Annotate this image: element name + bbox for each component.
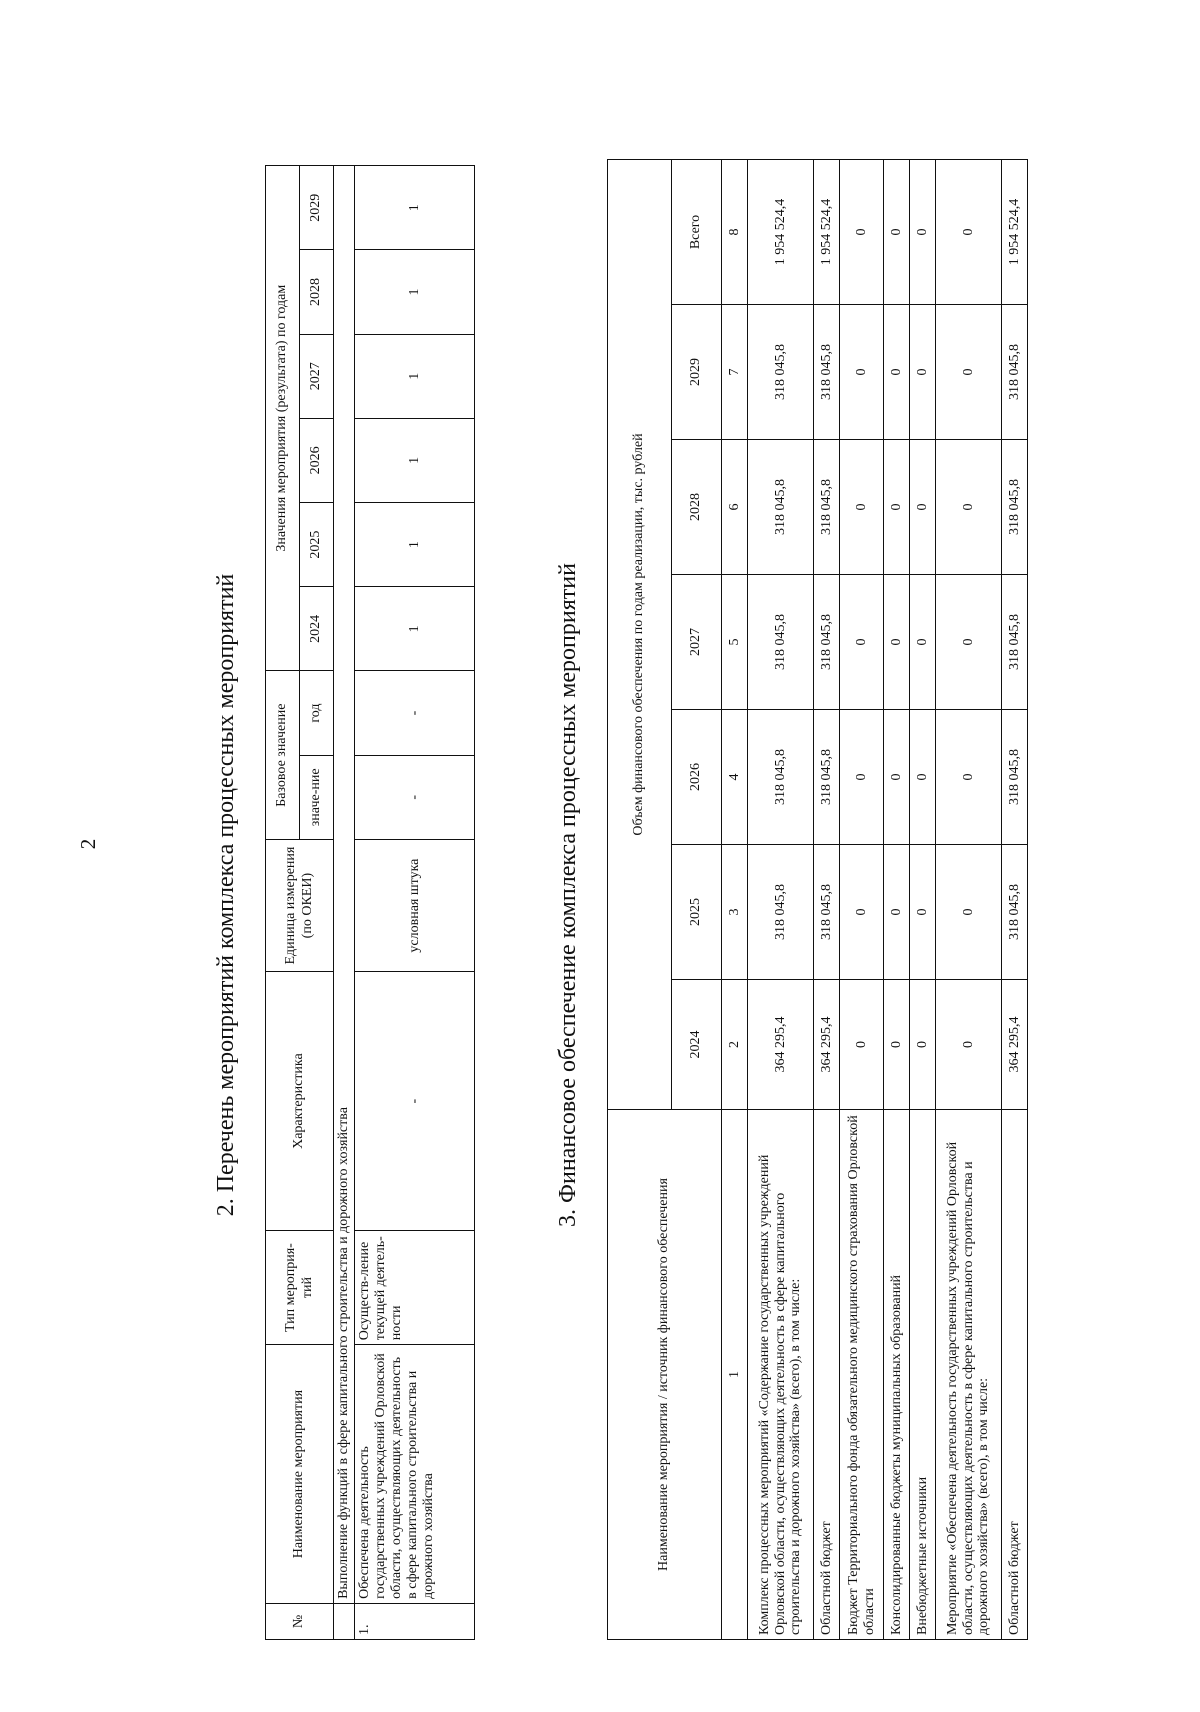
row-value: 1 [355,418,475,502]
header-base-value: значе-ние [300,755,334,839]
row-value: 0 [884,710,910,845]
row-value: 0 [910,305,936,440]
row-value: 0 [840,159,884,304]
row-value: 1 [355,250,475,334]
group-spacer [334,1603,355,1639]
column-number: 6 [722,440,748,575]
header-year: 2027 [300,334,334,418]
row-value: 0 [936,159,1002,304]
row-value: 318 045,8 [1002,710,1028,845]
table-row [840,159,884,1639]
row-value: 1 954 524,4 [814,159,840,304]
row-value: 0 [936,845,1002,980]
row-value: 0 [936,710,1002,845]
row-value: 318 045,8 [814,440,840,575]
row-name: Областной бюджет [1002,1110,1028,1640]
row-value: 0 [884,575,910,710]
row-value: 0 [840,305,884,440]
row-value: 318 045,8 [748,305,814,440]
row-value: 0 [840,710,884,845]
row-value: 0 [910,575,936,710]
header-year: 2025 [672,845,722,980]
column-number: 5 [722,575,748,710]
row-type: Осуществ-ление текущей деятель-ности [355,1230,475,1344]
header-year: 2028 [300,250,334,334]
header-name: Наименование мероприятия [266,1345,334,1604]
row-base-value: - [355,755,475,839]
row-value: 318 045,8 [748,710,814,845]
header-name: Наименование мероприятия / источник финансового обеспечения [608,1110,722,1640]
header-year: 2024 [672,980,722,1110]
header-year: 2024 [300,587,334,671]
row-value: 0 [884,440,910,575]
row-value: 0 [910,845,936,980]
group-row: Выполнение функций в сфере капитального строительства и дорожного хозяйства [334,166,355,1604]
row-value: 0 [936,440,1002,575]
header-base: Базовое значение [266,671,300,839]
table-row [814,159,840,1639]
header-unit: Единица измерения (по ОКЕИ) [266,839,334,971]
row-name: Обеспечена деятельность государственных учреждений Орловской области, осуществляющих деятельность в сфере капитального строительства и дорожного хозяйства [355,1345,475,1604]
column-number: 1 [722,1110,748,1640]
row-value: 0 [936,305,1002,440]
row-value: 1 [355,166,475,250]
row-value: 0 [910,710,936,845]
row-value: 0 [840,980,884,1110]
row-value: 1 [355,503,475,587]
table-row [1002,159,1028,1639]
row-value: 318 045,8 [814,305,840,440]
row-value: 0 [884,159,910,304]
section-2-title: 2. Перечень мероприятий комплекса процессных мероприятий [213,573,239,1217]
row-value: 0 [910,159,936,304]
header-characteristic: Характеристика [266,972,334,1231]
row-value: 318 045,8 [1002,575,1028,710]
row-value: 318 045,8 [1002,845,1028,980]
row-value: 1 954 524,4 [1002,159,1028,304]
row-value: 318 045,8 [814,710,840,845]
row-value: 0 [884,845,910,980]
row-value: 364 295,4 [748,980,814,1110]
header-year: 2028 [672,440,722,575]
row-value: 318 045,8 [748,440,814,575]
row-value: 318 045,8 [1002,440,1028,575]
row-value: 0 [936,980,1002,1110]
row-value: 0 [840,440,884,575]
table-row [748,159,814,1639]
row-base-year: - [355,671,475,755]
row-value: 0 [884,305,910,440]
rotated-sheet [195,150,1055,1640]
row-value: 318 045,8 [1002,305,1028,440]
row-value: 0 [910,980,936,1110]
row-name: Бюджет Территориального фонда обязательного медицинского страхования Орловской области [840,1110,884,1640]
header-total: Всего [672,159,722,304]
header-year: 2026 [672,710,722,845]
row-value: 1 [355,334,475,418]
header-type: Тип мероприя-тий [266,1230,334,1344]
row-value: 318 045,8 [814,845,840,980]
section-3-title: 3. Финансовое обеспечение комплекса процессных мероприятий [555,563,581,1227]
row-value: 0 [910,440,936,575]
column-number: 2 [722,980,748,1110]
column-number: 3 [722,845,748,980]
table-row [910,159,936,1639]
row-value: 0 [884,980,910,1110]
row-name: Мероприятие «Обеспечена деятельность государственных учреждений Орловской области, осуществляющих деятельность в сфере капитального строительства и дорожного хозяйства» (всего), в том числе: [936,1110,1002,1640]
row-value: 0 [840,845,884,980]
row-value: 318 045,8 [814,575,840,710]
row-value: 1 [355,587,475,671]
header-year: 2029 [672,305,722,440]
column-number: 8 [722,159,748,304]
row-value: 318 045,8 [748,575,814,710]
row-num: 1. [355,1603,475,1639]
row-name: Комплекс процессных мероприятий «Содержание государственных учреждений Орловской области, осуществляющих деятельность в сфере капитального строительства и дорожного хозяйства» (всего), в том числе: [748,1110,814,1640]
row-value: 364 295,4 [1002,980,1028,1110]
table-row [884,159,910,1639]
row-unit: условная штука [355,839,475,971]
row-value: 0 [936,575,1002,710]
page-number: 2 [76,838,100,850]
header-volume: Объем финансового обеспечения по годам реализации, тыс. рублей [608,159,672,1109]
row-name: Внебюджетные источники [910,1110,936,1640]
row-characteristic: - [355,972,475,1231]
header-year: 2029 [300,166,334,250]
header-num: № [266,1603,334,1639]
measures-table [265,165,475,1640]
row-name: Областной бюджет [814,1110,840,1640]
header-values: Значения мероприятия (результата) по годам [266,166,300,671]
row-name: Консолидированные бюджеты муниципальных образований [884,1110,910,1640]
finance-table [607,159,1028,1640]
column-number: 4 [722,710,748,845]
header-year: 2027 [672,575,722,710]
header-year: 2026 [300,418,334,502]
table-row [936,159,1002,1639]
row-value: 318 045,8 [748,845,814,980]
header-base-year: год [300,671,334,755]
row-value: 0 [840,575,884,710]
row-value: 1 954 524,4 [748,159,814,304]
header-year: 2025 [300,503,334,587]
column-number: 7 [722,305,748,440]
row-value: 364 295,4 [814,980,840,1110]
